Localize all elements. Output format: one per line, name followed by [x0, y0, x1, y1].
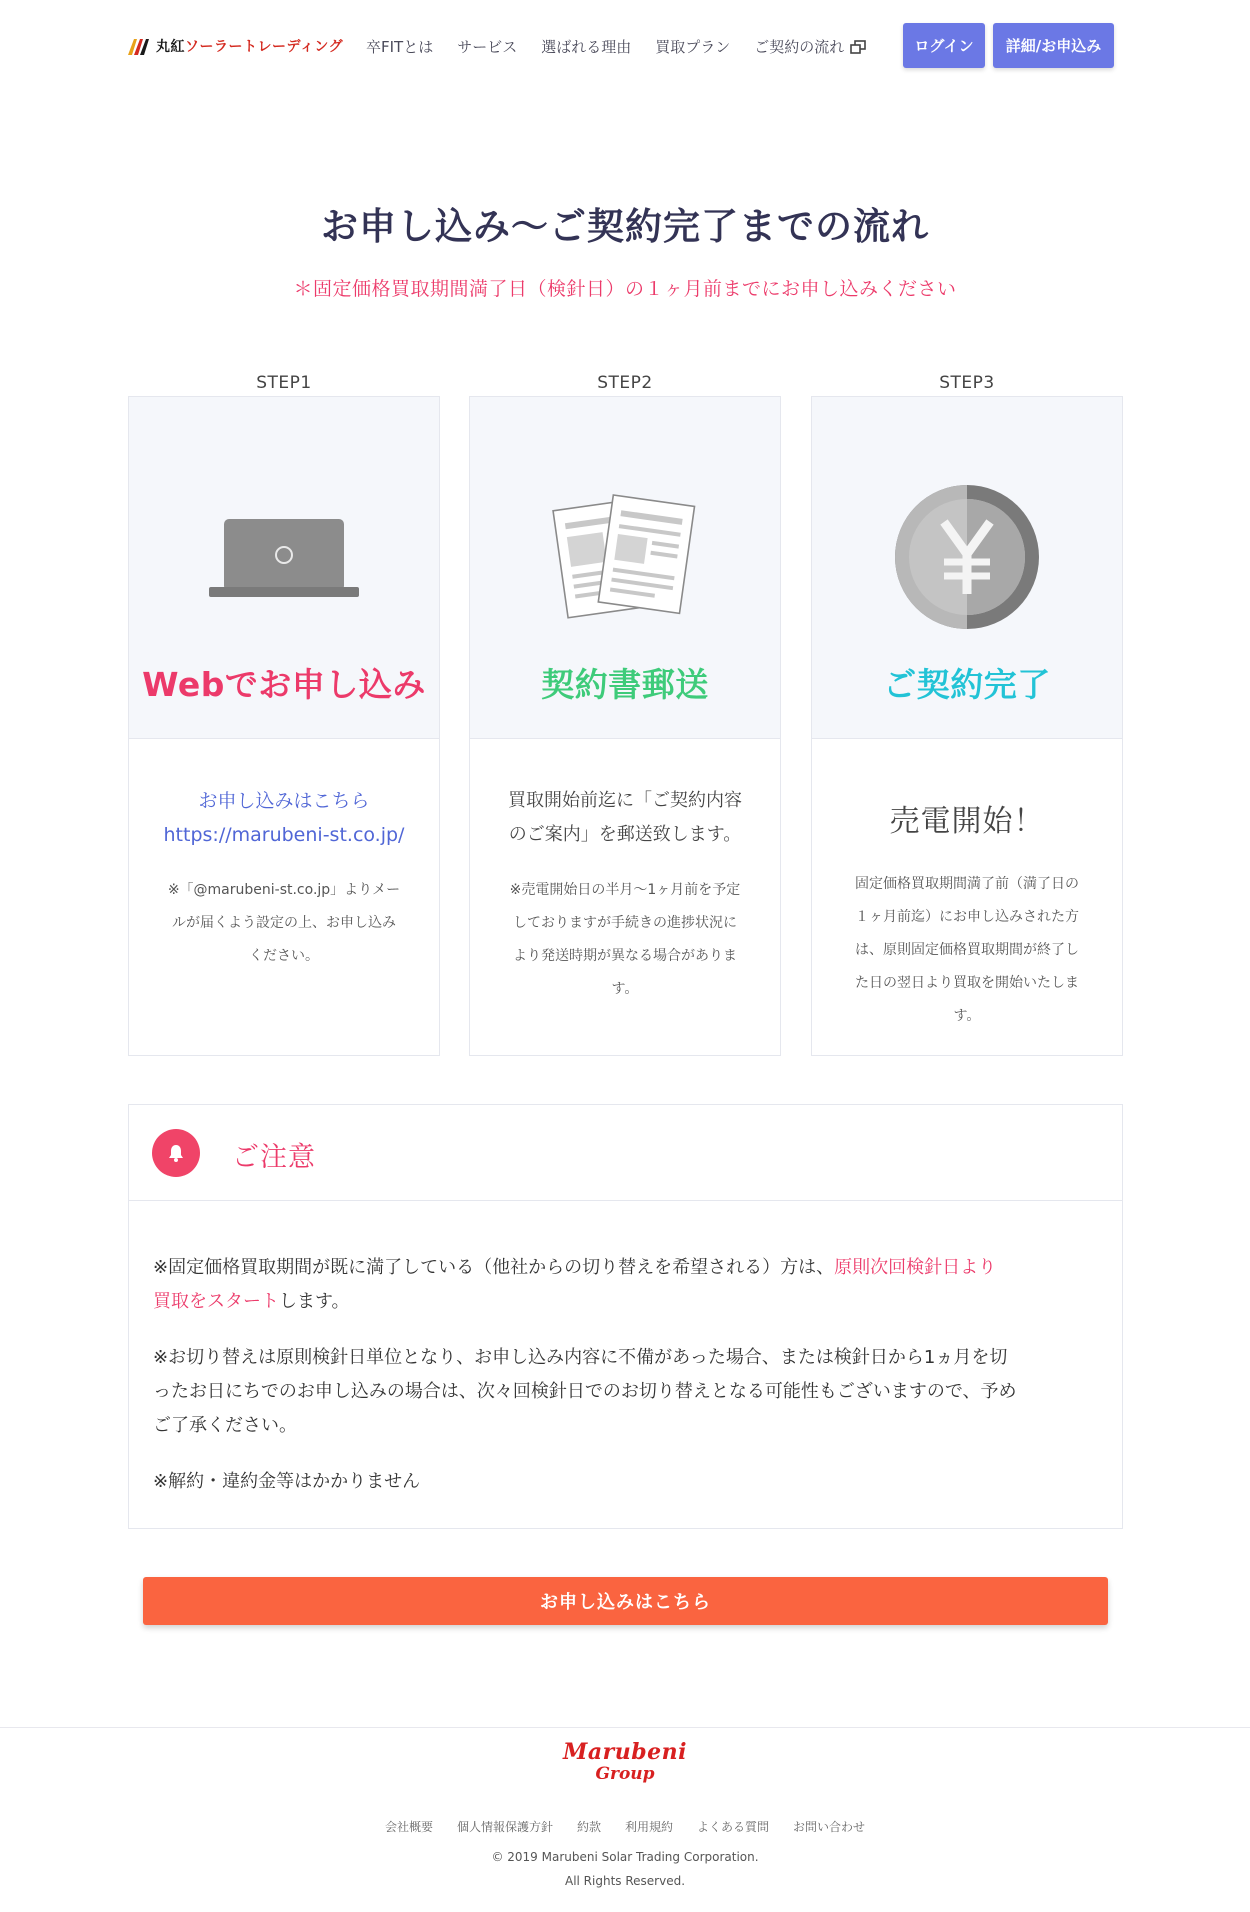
footer-divider	[0, 1727, 1250, 1728]
footer-links	[0, 1818, 1250, 1835]
footer-link-company[interactable]: 会社概要	[384, 1820, 433, 1834]
caution-paragraph-2: ※お切り替えは原則検針日単位となり、お申し込み内容に不備があった場合、または検針日から1ヵ月を切 ったお日にちでのお申し込みの場合は、次々回検針日でのお切り替えとなる可能性もございますので、予め ご了承ください。	[153, 1347, 1017, 1436]
nav-label: 選ばれる理由	[541, 38, 632, 56]
marubeni-solar-logo[interactable]	[128, 34, 343, 58]
apply-link-url[interactable]: https://marubeni-st.co.jp/	[163, 824, 405, 846]
step3-note: 固定価格買取期間満了前（満了日の １ヶ月前迄）にお申し込みされた方 は、原則固定価格買取期間が終了し た日の翌日より買取を開始いたしま す。	[855, 876, 1079, 1024]
nav-item-plans[interactable]	[655, 36, 730, 57]
step3-lead: 売電開始！	[889, 804, 1045, 839]
footer-link-faq[interactable]: よくある質問	[697, 1820, 770, 1834]
caution-paragraph-3: ※解約・違約金等はかかりません	[153, 1471, 421, 1492]
step1-heading: Webでお申し込み	[142, 665, 426, 704]
step1-card	[128, 396, 440, 1056]
step2-note: ※売電開始日の半月〜1ヶ月前を予定 しておりますが手続きの進捗状況に より発送時期が異なる場合がありま す。	[509, 882, 741, 997]
step2-lead: 買取開始前迄に「ご契約内容 のご案内」を郵送致します。	[508, 790, 742, 845]
documents-icon	[550, 492, 700, 622]
caution-box	[128, 1104, 1123, 1529]
nav-item-service[interactable]	[457, 36, 517, 57]
step3-label: STEP3	[939, 373, 995, 393]
main-nav	[366, 36, 866, 57]
step2-heading: 契約書郵送	[541, 665, 709, 704]
caution-title: ご注意	[232, 1142, 316, 1173]
copyright: © 2019 Marubeni Solar Trading Corporation. All Rights Reserved.	[491, 1850, 759, 1888]
step2-label: STEP2	[597, 373, 653, 393]
nav-label: 卒FITとは	[366, 38, 434, 56]
details-apply-button[interactable]: 詳細/お申込み	[993, 23, 1114, 68]
step1-label: STEP1	[256, 373, 312, 393]
login-button[interactable]: ログイン	[903, 23, 985, 68]
caution-paragraph-1: ※固定価格買取期間が既に満了している（他社からの切り替えを希望される）方は、原則次回検針日より 買取をスタートします。	[153, 1257, 997, 1312]
footer-link-usage[interactable]: 利用規約	[625, 1820, 674, 1834]
nav-label: サービス	[457, 38, 518, 56]
logo-text-kana: ソーラートレーディング	[185, 39, 344, 55]
page-subtitle: ＊固定価格買取期間満了日（検針日）の１ヶ月前までにお申し込みください	[293, 278, 957, 300]
footer-link-privacy[interactable]: 個人情報保護方針	[456, 1820, 553, 1834]
page-title: お申し込み〜ご契約完了までの流れ	[321, 205, 929, 248]
step1-note: ※「@marubeni-st.co.jp」よりメー ルが届くよう設定の上、お申し込み ください。	[167, 882, 401, 964]
footer-link-contact[interactable]: お問い合わせ	[793, 1820, 866, 1834]
yen-coin-icon	[892, 482, 1042, 632]
step2-card	[469, 396, 781, 1056]
marubeni-group-logo[interactable]: Marubeni Group	[563, 1739, 687, 1784]
step3-card	[811, 396, 1123, 1056]
external-window-icon	[850, 40, 866, 54]
bell-icon	[152, 1129, 200, 1177]
site-header	[0, 0, 1250, 94]
apply-cta-button[interactable]: お申し込みはこちら	[143, 1577, 1108, 1625]
step3-heading: ご契約完了	[883, 665, 1051, 704]
nav-item-reasons[interactable]	[541, 36, 631, 57]
nav-item-contract-flow[interactable]	[754, 36, 866, 57]
footer-link-terms[interactable]: 約款	[576, 1820, 601, 1834]
apply-link-text[interactable]: お申し込みはこちら	[198, 790, 370, 812]
logo-mark-icon	[128, 37, 150, 55]
nav-label: ご契約の流れ	[754, 38, 845, 56]
nav-label: 買取プラン	[655, 38, 731, 56]
logo-text-kanji: 丸紅	[156, 39, 185, 55]
nav-item-sotsufit[interactable]	[366, 36, 433, 57]
laptop-icon	[209, 517, 359, 597]
